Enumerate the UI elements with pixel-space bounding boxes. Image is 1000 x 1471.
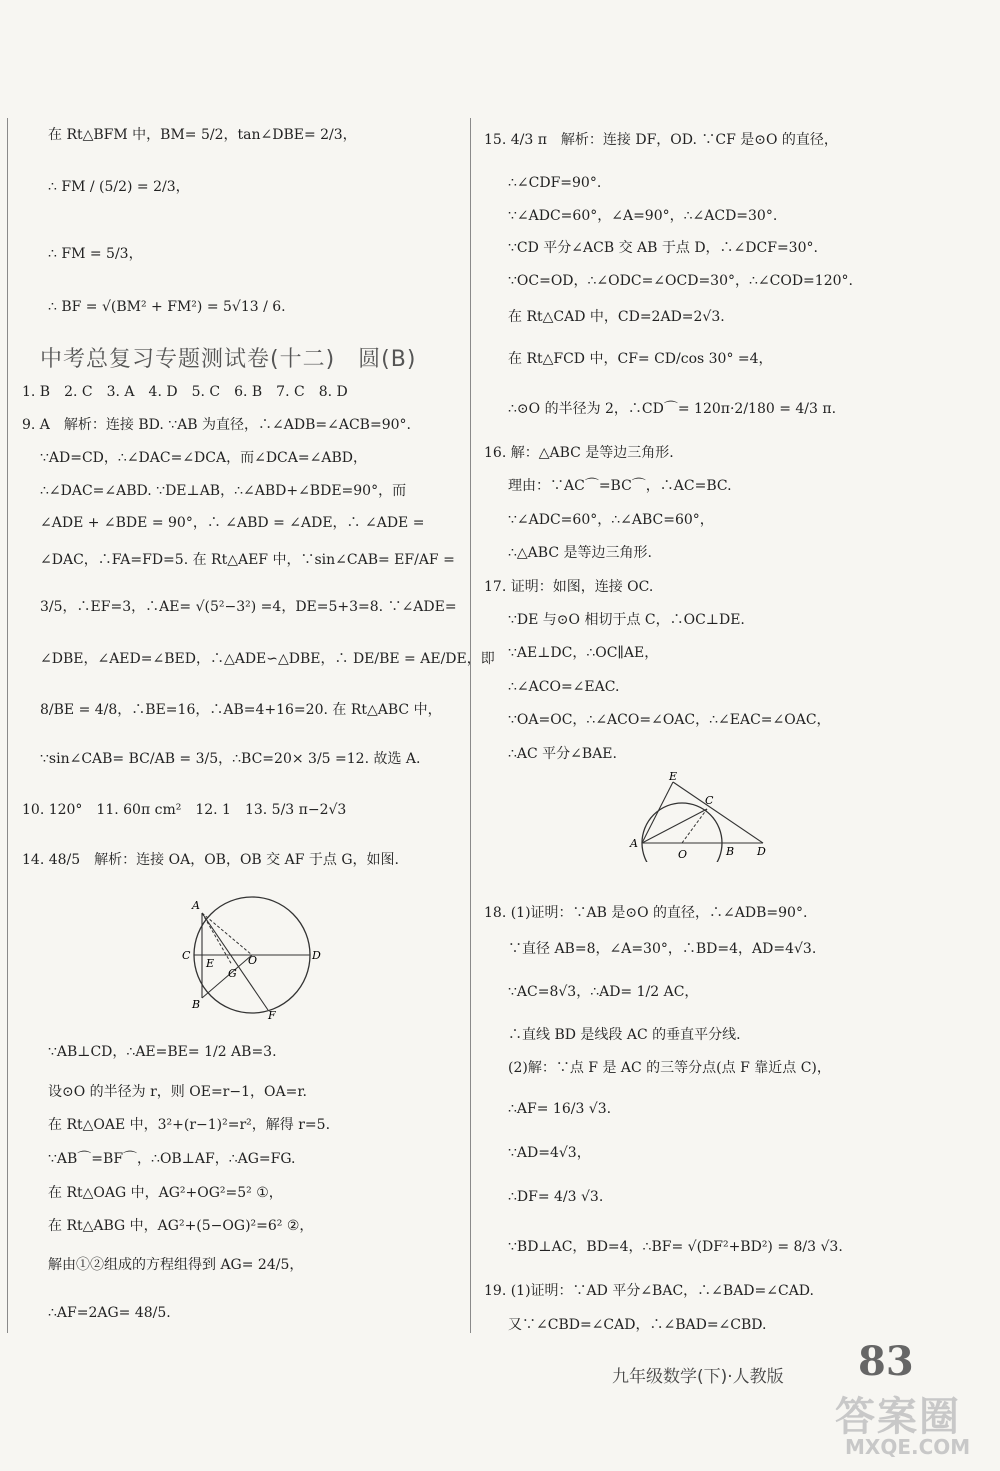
- answer-line: 10. 120° 11. 60π cm² 12. 1 13. 5/3 π−2√3: [22, 802, 347, 818]
- text-line: ∴∠CDF=90°.: [508, 175, 602, 191]
- text-line: 又∵∠CBD=∠CAD，∴∠BAD=∠CBD.: [508, 1317, 767, 1333]
- text-line: ∵∠ADC=60°，∴∠ABC=60°，: [508, 512, 714, 528]
- text-line: 在 Rt△OAE 中，3²+(r−1)²=r²，解得 r=5.: [48, 1117, 331, 1133]
- text-line: 在 Rt△BFM 中，BM= 5/2，tan∠DBE= 2/3，: [48, 127, 357, 143]
- label-b: B: [192, 998, 201, 1011]
- text-line: 15. 4/3 π 解析：连接 DF，OD. ∵CF 是⊙O 的直径，: [484, 132, 838, 148]
- text-line: ∵∠ADC=60°，∠A=90°，∴∠ACD=30°.: [508, 208, 778, 224]
- label-f: F: [268, 1009, 276, 1022]
- text-line: (2)解：∵点 F 是 AC 的三等分点(点 F 靠近点 C)，: [508, 1060, 831, 1076]
- segment-ac: [642, 809, 707, 843]
- text-line: 在 Rt△FCD 中，CF= CD/cos 30° =4，: [508, 351, 773, 367]
- answer-line: 14. 48/5 解析：连接 OA，OB，OB 交 AF 于点 G，如图.: [22, 852, 399, 868]
- watermark-url: MXQE.COM: [845, 1435, 971, 1459]
- text-line: ∴DF= 4/3 √3.: [508, 1189, 604, 1205]
- text-line: 在 Rt△OAG 中，AG²+OG²=5² ①，: [48, 1185, 283, 1201]
- answer-line: ∵AD=CD，∴∠DAC=∠DCA，而∠DCA=∠ABD，: [40, 450, 367, 466]
- text-line: ∴AF= 16/3 √3.: [508, 1101, 612, 1117]
- answer-line: 3/5，∴EF=3，∴AE= √(5²−3²) =4，DE=5+3=8. ∵∠ADE=: [40, 599, 457, 615]
- text-line: ∵AC=8√3，∴AD= 1/2 AC，: [508, 984, 699, 1000]
- label-o: O: [678, 848, 688, 861]
- label-b: B: [726, 845, 735, 858]
- answer-line: ∠DAC，∴FA=FD=5. 在 Rt△AEF 中，∵sin∠CAB= EF/AF =: [40, 552, 455, 568]
- text-line: ∴AF=2AG= 48/5.: [48, 1305, 171, 1321]
- page-number: 83: [858, 1338, 914, 1385]
- label-d: D: [757, 845, 766, 858]
- text-line: ∵直径 AB=8，∠A=30°，∴BD=4，AD=4√3.: [508, 941, 817, 957]
- section-heading: 中考总复习专题测试卷(十二) 圆(B): [40, 347, 417, 372]
- text-line: ∵AB⊥CD，∴AE=BE= 1/2 AB=3.: [48, 1044, 277, 1060]
- text-line: 17. 证明：如图，连接 OC.: [484, 579, 654, 595]
- diagram-q17: [625, 772, 775, 862]
- text-line: ∵AB⌒=BF⌒，∴OB⊥AF，∴AG=FG.: [48, 1151, 296, 1167]
- text-line: ∵CD 平分∠ACB 交 AB 于点 D，∴∠DCF=30°.: [508, 240, 818, 256]
- answer-line: 8/BE = 4/8，∴BE=16，∴AB=4+16=20. 在 Rt△ABC 中，: [40, 702, 442, 718]
- text-line: 19. (1)证明：∵AD 平分∠BAC，∴∠BAD=∠CAD.: [484, 1283, 814, 1299]
- text-line: ∴△ABC 是等边三角形.: [508, 545, 652, 561]
- text-line: ∵OC=OD，∴∠ODC=∠OCD=30°，∴∠COD=120°.: [508, 273, 853, 289]
- text-line: ∵AD=4√3，: [508, 1145, 591, 1161]
- column-divider: [470, 118, 471, 1333]
- watermark-logo: [835, 1385, 995, 1465]
- text-line: ∵OA=OC，∴∠ACO=∠OAC，∴∠EAC=∠OAC，: [508, 712, 831, 728]
- answer-line: 1. B 2. C 3. A 4. D 5. C 6. B 7. C 8. D: [22, 384, 348, 400]
- text-line: 设⊙O 的半径为 r，则 OE=r−1，OA=r.: [48, 1084, 307, 1100]
- answer-line: ∵sin∠CAB= BC/AB = 3/5，∴BC=20× 3/5 =12. 故选 A.: [40, 751, 421, 767]
- label-g: G: [228, 967, 237, 980]
- label-o: O: [248, 954, 258, 967]
- answer-line: ∠ADE + ∠BDE = 90°，∴ ∠ABD = ∠ADE，∴ ∠ADE =: [40, 515, 425, 531]
- segment-ae: [642, 782, 673, 843]
- label-a: A: [630, 837, 638, 850]
- text-line: ∴∠ACO=∠EAC.: [508, 679, 620, 695]
- text-line: ∴直线 BD 是线段 AC 的垂直平分线.: [508, 1027, 741, 1043]
- book-title: 九年级数学(下)·人教版: [612, 1367, 784, 1387]
- text-line: ∴⊙O 的半径为 2，∴CD⌒= 120π·2/180 = 4/3 π.: [508, 401, 837, 417]
- answer-line: ∠DBE，∠AED=∠BED，∴△ADE∽△DBE，∴ DE/BE = AE/DE，即: [40, 651, 495, 667]
- label-e: E: [206, 957, 215, 970]
- answer-line: ∴∠DAC=∠ABD. ∵DE⊥AB，∴∠ABD+∠BDE=90°，而: [40, 483, 407, 499]
- diagram-q14: [170, 895, 330, 1025]
- segment-oa: [202, 913, 252, 955]
- label-a: A: [192, 899, 200, 912]
- text-line: 解由①②组成的方程组得到 AG= 24/5，: [48, 1257, 304, 1273]
- text-line: ∴ FM / (5/2) = 2/3，: [48, 179, 190, 195]
- text-line: ∴AC 平分∠BAE.: [508, 746, 617, 762]
- text-line: ∴ FM = 5/3，: [48, 246, 143, 262]
- tangent-ed: [673, 782, 763, 843]
- text-line: ∵AE⊥DC，∴OC∥AE，: [508, 645, 659, 661]
- label-c: C: [705, 794, 714, 807]
- text-line: 理由：∵AC⌒=BC⌒，∴AC=BC.: [508, 478, 732, 494]
- text-line: 在 Rt△CAD 中，CD=2AD=2√3.: [508, 309, 725, 325]
- text-line: 在 Rt△ABG 中，AG²+(5−OG)²=6² ②，: [48, 1218, 314, 1234]
- text-line: 16. 解：△ABC 是等边三角形.: [484, 445, 674, 461]
- text-line: ∵BD⊥AC，BD=4，∴BF= √(DF²+BD²) = 8/3 √3.: [508, 1239, 843, 1255]
- left-margin-rule: [7, 118, 8, 1333]
- segment-oc: [682, 809, 707, 843]
- text-line: ∴ BF = √(BM² + FM²) = 5√13 / 6.: [48, 299, 286, 315]
- label-d: D: [312, 949, 321, 962]
- text-line: ∵DE 与⊙O 相切于点 C，∴OC⊥DE.: [508, 612, 745, 628]
- label-c: C: [182, 949, 191, 962]
- label-e: E: [669, 772, 678, 783]
- text-line: 18. (1)证明：∵AB 是⊙O 的直径，∴∠ADB=90°.: [484, 905, 808, 921]
- watermark-text: 答案圈: [835, 1394, 961, 1440]
- answer-line: 9. A 解析：连接 BD. ∵AB 为直径，∴∠ADB=∠ACB=90°.: [22, 417, 411, 433]
